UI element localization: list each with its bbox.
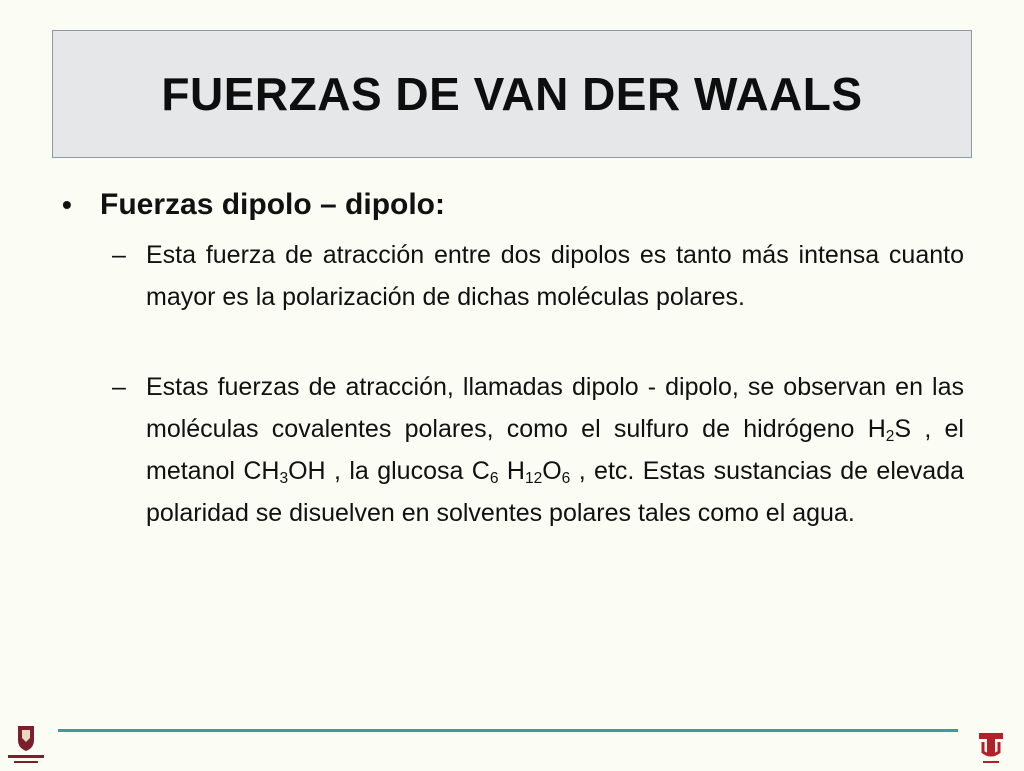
bullet-marker: • bbox=[62, 189, 72, 220]
h12-subscript: 12 bbox=[524, 469, 543, 487]
dash-marker-1: – bbox=[112, 241, 126, 269]
dash-marker-2: – bbox=[112, 373, 126, 401]
university-t-icon bbox=[974, 730, 1008, 766]
point2-text-a: Estas fuerzas de atracción, llamadas dipolo - dipolo, se observan en las moléculas covalentes polares, como el sulfuro de hidrógeno H bbox=[146, 373, 964, 443]
bullet-fuerzas-dipolo bbox=[60, 188, 964, 222]
sub-point-2-text bbox=[146, 366, 964, 534]
point2-text-d: H bbox=[498, 457, 525, 485]
sub-point-1 bbox=[112, 234, 964, 318]
h2s-subscript: 2 bbox=[885, 427, 895, 445]
sub-point-1-text: Esta fuerza de atracción entre dos dipolos es tanto más intensa cuanto mayor es la polarización de dichas moléculas polares. bbox=[146, 241, 964, 311]
school-crest-icon bbox=[4, 724, 48, 766]
sub-point-2 bbox=[112, 366, 964, 534]
ch3oh-subscript: 3 bbox=[279, 469, 289, 487]
title-box bbox=[52, 30, 972, 158]
c6-subscript: 6 bbox=[489, 469, 499, 487]
point2-text-c: OH , la glucosa C bbox=[288, 457, 490, 485]
bullet-heading: Fuerzas dipolo – dipolo: bbox=[100, 188, 445, 221]
point2-text-b: S , el metanol CH bbox=[146, 415, 964, 485]
point2-text-f: , etc. Estas sustancias de elevada polaridad se disuelven en solventes polares tales como el agua. bbox=[146, 457, 964, 527]
slide-title: FUERZAS DE VAN DER WAALS bbox=[161, 68, 863, 120]
footer-divider bbox=[58, 729, 958, 732]
o6-subscript: 6 bbox=[561, 469, 571, 487]
point2-text-e: O bbox=[542, 457, 562, 485]
slide-content bbox=[60, 188, 964, 534]
